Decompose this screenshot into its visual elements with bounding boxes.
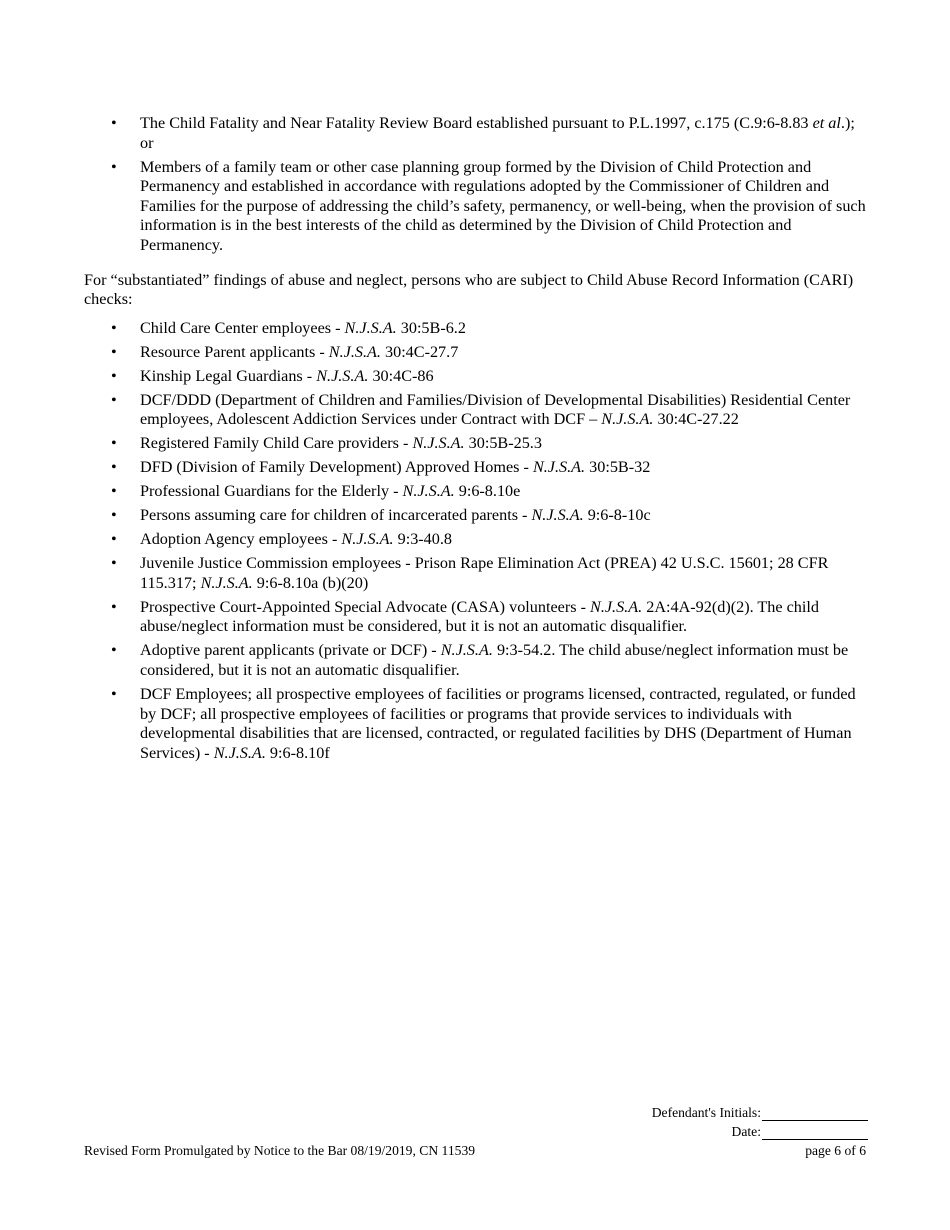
list-item-text: .); or <box>140 114 855 152</box>
disclosure-recipients-list <box>84 114 868 256</box>
bullet-icon: • <box>111 482 117 501</box>
bullet-icon: • <box>111 641 117 660</box>
bullet-icon: • <box>111 597 117 616</box>
statute-citation: N.J.S.A. <box>200 573 253 592</box>
defendant-initials-field[interactable] <box>762 1105 868 1121</box>
list-item <box>84 506 868 526</box>
list-item <box>84 482 868 502</box>
list-item <box>84 598 868 637</box>
statute-citation: N.J.S.A. <box>532 458 586 477</box>
statute-citation: N.J.S.A. <box>341 530 394 549</box>
list-item <box>84 319 868 339</box>
statute-citation: N.J.S.A. <box>531 506 584 525</box>
list-item <box>84 685 868 763</box>
list-item-text: The Child Fatality and Near Fatality Review Board established pursuant to P.L.1997, c.175 (C.9:6-8.83 <box>140 114 813 132</box>
list-item <box>84 530 868 550</box>
list-item-text: DCF/DDD (Department of Children and Families/Division of Developmental Disabilities) Residential Center employees, Adolescent Addiction Services under Contract with DCF – <box>140 390 851 429</box>
list-item-text: Adoptive parent applicants (private or DCF) - <box>140 641 441 660</box>
bullet-icon: • <box>111 157 117 176</box>
cari-checks-list <box>84 319 868 764</box>
statute-citation: N.J.S.A. <box>213 743 266 762</box>
list-item-text: 30:5B-6.2 <box>396 318 466 337</box>
bullet-icon: • <box>111 318 117 337</box>
date-field[interactable] <box>762 1124 868 1140</box>
bullet-icon: • <box>111 684 117 703</box>
bullet-icon: • <box>111 342 117 361</box>
list-item-text: 30:4C-86 <box>368 366 434 385</box>
defendant-initials-label: Defendant's Initials: <box>651 1105 761 1120</box>
statute-citation: N.J.S.A. <box>412 434 465 453</box>
list-item-text: Registered Family Child Care providers - <box>140 434 413 453</box>
statute-citation: N.J.S.A. <box>316 366 369 385</box>
list-item-text: 2A:4A-92(d)(2). The child abuse/neglect information must be considered, but it is not an automatic disqualifier. <box>140 597 819 636</box>
list-item-text: Professional Guardians for the Elderly - <box>140 482 403 501</box>
list-item-text: 30:4C-27.22 <box>653 410 739 429</box>
list-item <box>84 458 868 478</box>
bullet-icon: • <box>111 434 117 453</box>
list-item-text: 9:6-8.10a (b)(20) <box>252 573 369 592</box>
bullet-icon: • <box>111 458 117 477</box>
list-item-text: 9:6-8.10f <box>265 743 330 762</box>
bullet-icon: • <box>111 390 117 409</box>
list-item-text: Resource Parent applicants - <box>140 342 329 361</box>
list-item <box>84 641 868 680</box>
list-item-text: 9:3-40.8 <box>393 530 453 549</box>
statute-citation: N.J.S.A. <box>328 342 381 361</box>
revision-note: Revised Form Promulgated by Notice to the Bar 08/19/2019, CN 11539 <box>84 1143 476 1158</box>
list-item <box>84 367 868 387</box>
bullet-icon: • <box>111 554 117 573</box>
list-item <box>84 434 868 454</box>
list-item-text: Members of a family team or other case planning group formed by the Division of Child Protection and Permanency and established in accordance with regulations adopted by the Commissioner of Children and Families for the purpose of addressing the child’s safety, permanency, or well-being, when the provision of such information is in the best interests of the child as determined by the Division of Child Protection and Permanency. <box>140 157 866 254</box>
list-item-text: 9:6-8.10e <box>454 482 521 501</box>
list-item <box>84 114 868 153</box>
statute-citation: N.J.S.A. <box>440 641 493 660</box>
statute-citation: et al <box>812 114 841 132</box>
bullet-icon: • <box>111 366 117 385</box>
bullet-icon: • <box>111 114 117 132</box>
statute-citation: N.J.S.A. <box>402 482 455 501</box>
date-row <box>732 1124 868 1140</box>
list-item-text: 9:3-54.2. The child abuse/neglect information must be considered, but it is not an automatic disqualifier. <box>140 641 849 679</box>
page-content <box>84 114 868 768</box>
list-item-text: Adoption Agency employees - <box>140 530 342 549</box>
defendant-initials-row <box>652 1105 868 1121</box>
list-item-text: DCF Employees; all prospective employees of facilities or programs licensed, contracted, regulated, or funded by DCF; all prospective employees of facilities or programs that provide services to individuals with developmental disabilities that are licensed, contracted, or regulated facilities by DHS (Department of Human Services) - <box>140 684 856 762</box>
list-item-text: Prospective Court-Appointed Special Advocate (CASA) volunteers - <box>140 597 591 616</box>
list-item <box>84 554 868 593</box>
statute-citation: N.J.S.A. <box>344 318 397 337</box>
statute-citation: N.J.S.A. <box>590 597 643 616</box>
list-item-text: Child Care Center employees - <box>140 318 345 337</box>
list-item-text: 30:5B-25.3 <box>464 434 542 453</box>
list-item-text: Juvenile Justice Commission employees - Prison Rape Elimination Act (PREA) 42 U.S.C. 15601; 28 CFR 115.317; <box>140 554 829 592</box>
list-item <box>84 391 868 430</box>
list-item <box>84 158 868 256</box>
bullet-icon: • <box>111 506 117 525</box>
cari-intro-paragraph: For “substantiated” findings of abuse and neglect, persons who are subject to Child Abuse Record Information (CARI) checks: <box>84 270 854 309</box>
list-item <box>84 343 868 363</box>
page-number: page 6 of 6 <box>805 1143 866 1158</box>
list-item-text: 30:5B-32 <box>585 458 651 477</box>
list-item-text: 9:6-8-10c <box>583 506 651 525</box>
statute-citation: N.J.S.A. <box>601 410 654 429</box>
list-item-text: DFD (Division of Family Development) Approved Homes - <box>140 458 533 477</box>
date-label: Date: <box>731 1124 761 1139</box>
bullet-icon: • <box>111 530 117 549</box>
list-item-text: Kinship Legal Guardians - <box>140 366 317 385</box>
list-item-text: Persons assuming care for children of incarcerated parents - <box>140 506 532 525</box>
list-item-text: 30:4C-27.7 <box>380 342 459 361</box>
